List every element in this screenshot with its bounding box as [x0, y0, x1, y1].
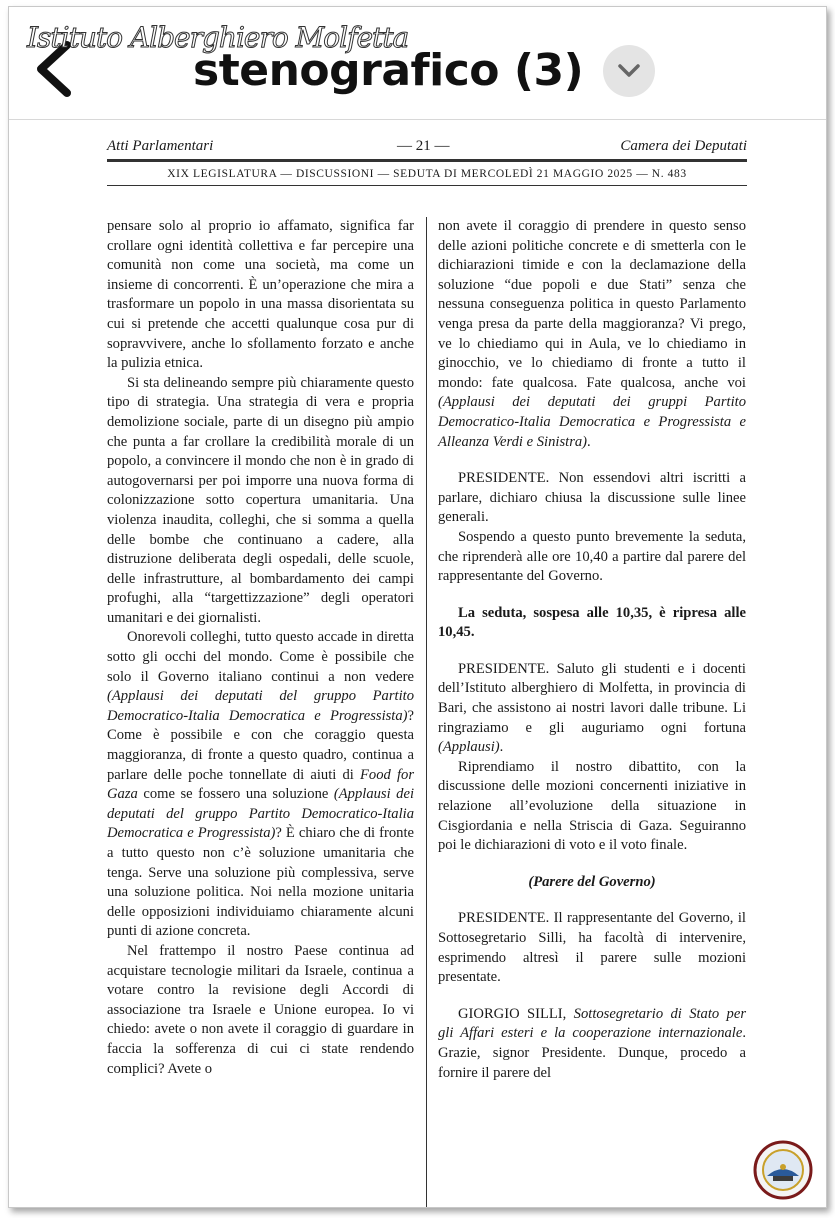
- right-column: [438, 217, 746, 1083]
- speaker-role: Sottosegretario di Stato per gli Affari esteri e la cooperazione internazionale: [438, 1005, 747, 1042]
- top-bar: [9, 7, 826, 120]
- document-viewer: [8, 6, 827, 1208]
- page-header: [99, 132, 749, 154]
- subheader-rule: [107, 185, 747, 186]
- left-column: [107, 217, 414, 1079]
- section-title: (Parere del Governo): [528, 873, 656, 890]
- paragraph: PRESIDENTE. Il rappresentante del Governo, il Sottosegretario Silli, ha facoltà di intervenire, esprimendo altresì il parere sulle mozioni presentate.: [438, 910, 746, 986]
- watermark-text: Istituto Alberghiero Molfetta: [27, 21, 409, 54]
- paragraph: Riprendiamo il nostro dibattito, con la discussione delle mozioni concernenti iniziative in relazione all’evoluzione della situazione in Cisgiordania e nella Striscia di Gaza. Seguiranno poi le dichiarazioni di voto e il voto finale.: [438, 758, 746, 854]
- header-left: Atti Parlamentari: [107, 138, 214, 154]
- paragraph: Nel frattempo il nostro Paese continua ad acquistare tecnologie militari da Israele, continua a votare contro la revisione degli Accordi di associazione tra Israele e Unione europea. Io vi chiedo: avete o non avete il coraggio di guardare in faccia la sofferenza di cui ci state rendendo complici? Avete o: [107, 942, 414, 1077]
- page-number: — 21 —: [397, 138, 450, 154]
- options-button[interactable]: [603, 45, 655, 97]
- document-title: stenografico (3): [193, 45, 584, 96]
- program-name: Food for Gaza: [107, 766, 414, 803]
- document-page: [99, 132, 749, 1202]
- paragraph: GIORGIO SILLI, Sottosegretario di Stato per gli Affari esteri e la cooperazione internazionale. Grazie, signor Presidente. Dunque, procedo a fornire il parere del: [438, 1005, 747, 1081]
- paragraph: Onorevoli colleghi, tutto questo accade in diretta sotto gli occhi del mondo. Come è possibile che solo il Governo italiano continui a non vedere (Applausi dei deputati del gruppo Partito Democratico-Italia Democratica e Progressista)? Come è possibile e con che coraggio questa maggioranza, di fronte a questo quadro, continua a parlare delle poche tonnellate di aiuti di Food for Gaza come se fossero una soluzione (Applausi dei deputati del gruppo Partito Democratico-Italia Democratica e Progressista)? È chiaro che di fronte a tutto questo non c’è soluzione umanitaria che tenga. Serve una soluzione più complessiva, serve una soluzione politica. Noi nella mozione unitaria delle opposizioni individuiamo chiaramente alcuni punti di azione concreta.: [107, 629, 415, 940]
- paragraph: Sospendo a questo punto brevemente la seduta, che riprenderà alle ore 10,40 a partire dal parere del rappresentante del Governo.: [438, 528, 746, 585]
- paragraph: Si sta delineando sempre più chiaramente questo tipo di strategia. Una strategia di vera e propria demolizione sociale, parte di un disegno più ampio che punta a far crollare la credibilità morale di un popolo, a convincere il mondo che non è in grado di autogovernarsi per poi imporre una nuova forma di colonizzazione sotto copertura umanitaria. Una violenza inaudita, colleghi, che si somma a quella delle bombe che continuano a cadere, alla distruzione deliberata degli ospedali, delle scuole, delle infrastrutture, al bombardamento dei campi profughi, alla “targettizzazione” degli operatori umanitari e dei giornalisti.: [107, 374, 414, 626]
- column-divider: [426, 217, 427, 1208]
- applause-note: (Applausi): [438, 739, 500, 756]
- applause-note: (Applausi dei deputati del gruppo Partito Democratico-Italia Democratica e Progressista): [107, 786, 414, 842]
- paragraph: PRESIDENTE. Non essendovi altri iscritti a parlare, dichiaro chiusa la discussione sulle linee generali.: [438, 470, 746, 526]
- school-seal-logo-icon: [753, 1140, 813, 1200]
- header-right: Camera dei Deputati: [620, 138, 747, 154]
- session-subheader: XIX LEGISLATURA — DISCUSSIONI — SEDUTA DI MERCOLEDÌ 21 MAGGIO 2025 — N. 483: [167, 168, 687, 180]
- chevron-down-icon: [617, 63, 641, 79]
- header-rule: [107, 159, 747, 162]
- paragraph: PRESIDENTE. Saluto gli studenti e i docenti dell’Istituto alberghiero di Molfetta, in provincia di Bari, che assistono ai nostri lavori dalle tribune. Li ringraziamo e gli auguriamo ogni fortuna (Applausi).: [438, 660, 746, 756]
- session-note: La seduta, sospesa alle 10,35, è ripresa alle 10,45.: [438, 604, 746, 641]
- paragraph: non avete il coraggio di prendere in questo senso delle azioni politiche concrete e di smetterla con le dichiarazioni timide e con la declamazione della soluzione “due popoli e due Stati” senza che nessuna conseguenza politica in questo Parlamento venga presa da parte della maggioranza? Vi prego, ve lo chiediamo qui in Aula, ve lo chiediamo in ginocchio, ve lo chiediamo di fronte a tutto il mondo: fate qualcosa. Fate qualcosa, anche voi (Applausi dei deputati dei gruppi Partito Democratico-Italia Democratica e Progressista e Alleanza Verdi e Sinistra).: [438, 218, 746, 450]
- applause-note: (Applausi dei deputati dei gruppi Partito Democratico-Italia Democratica e Progressista e Alleanza Verdi e Sinistra): [438, 394, 746, 450]
- paragraph: pensare solo al proprio io affamato, significa far crollare ogni identità collettiva e far percepire una comunità non come una società, ma come un insieme di concorrenti. È un’operazione che mira a trasformare un popolo in una massa disorientata su cui si pretende che accetti qualunque cosa pur di sopravvivere, anche lo sfollamento forzato e anche la pulizia etnica.: [107, 218, 414, 372]
- applause-note: (Applausi dei deputati del gruppo Partito Democratico-Italia Democratica e Progressista): [107, 688, 414, 724]
